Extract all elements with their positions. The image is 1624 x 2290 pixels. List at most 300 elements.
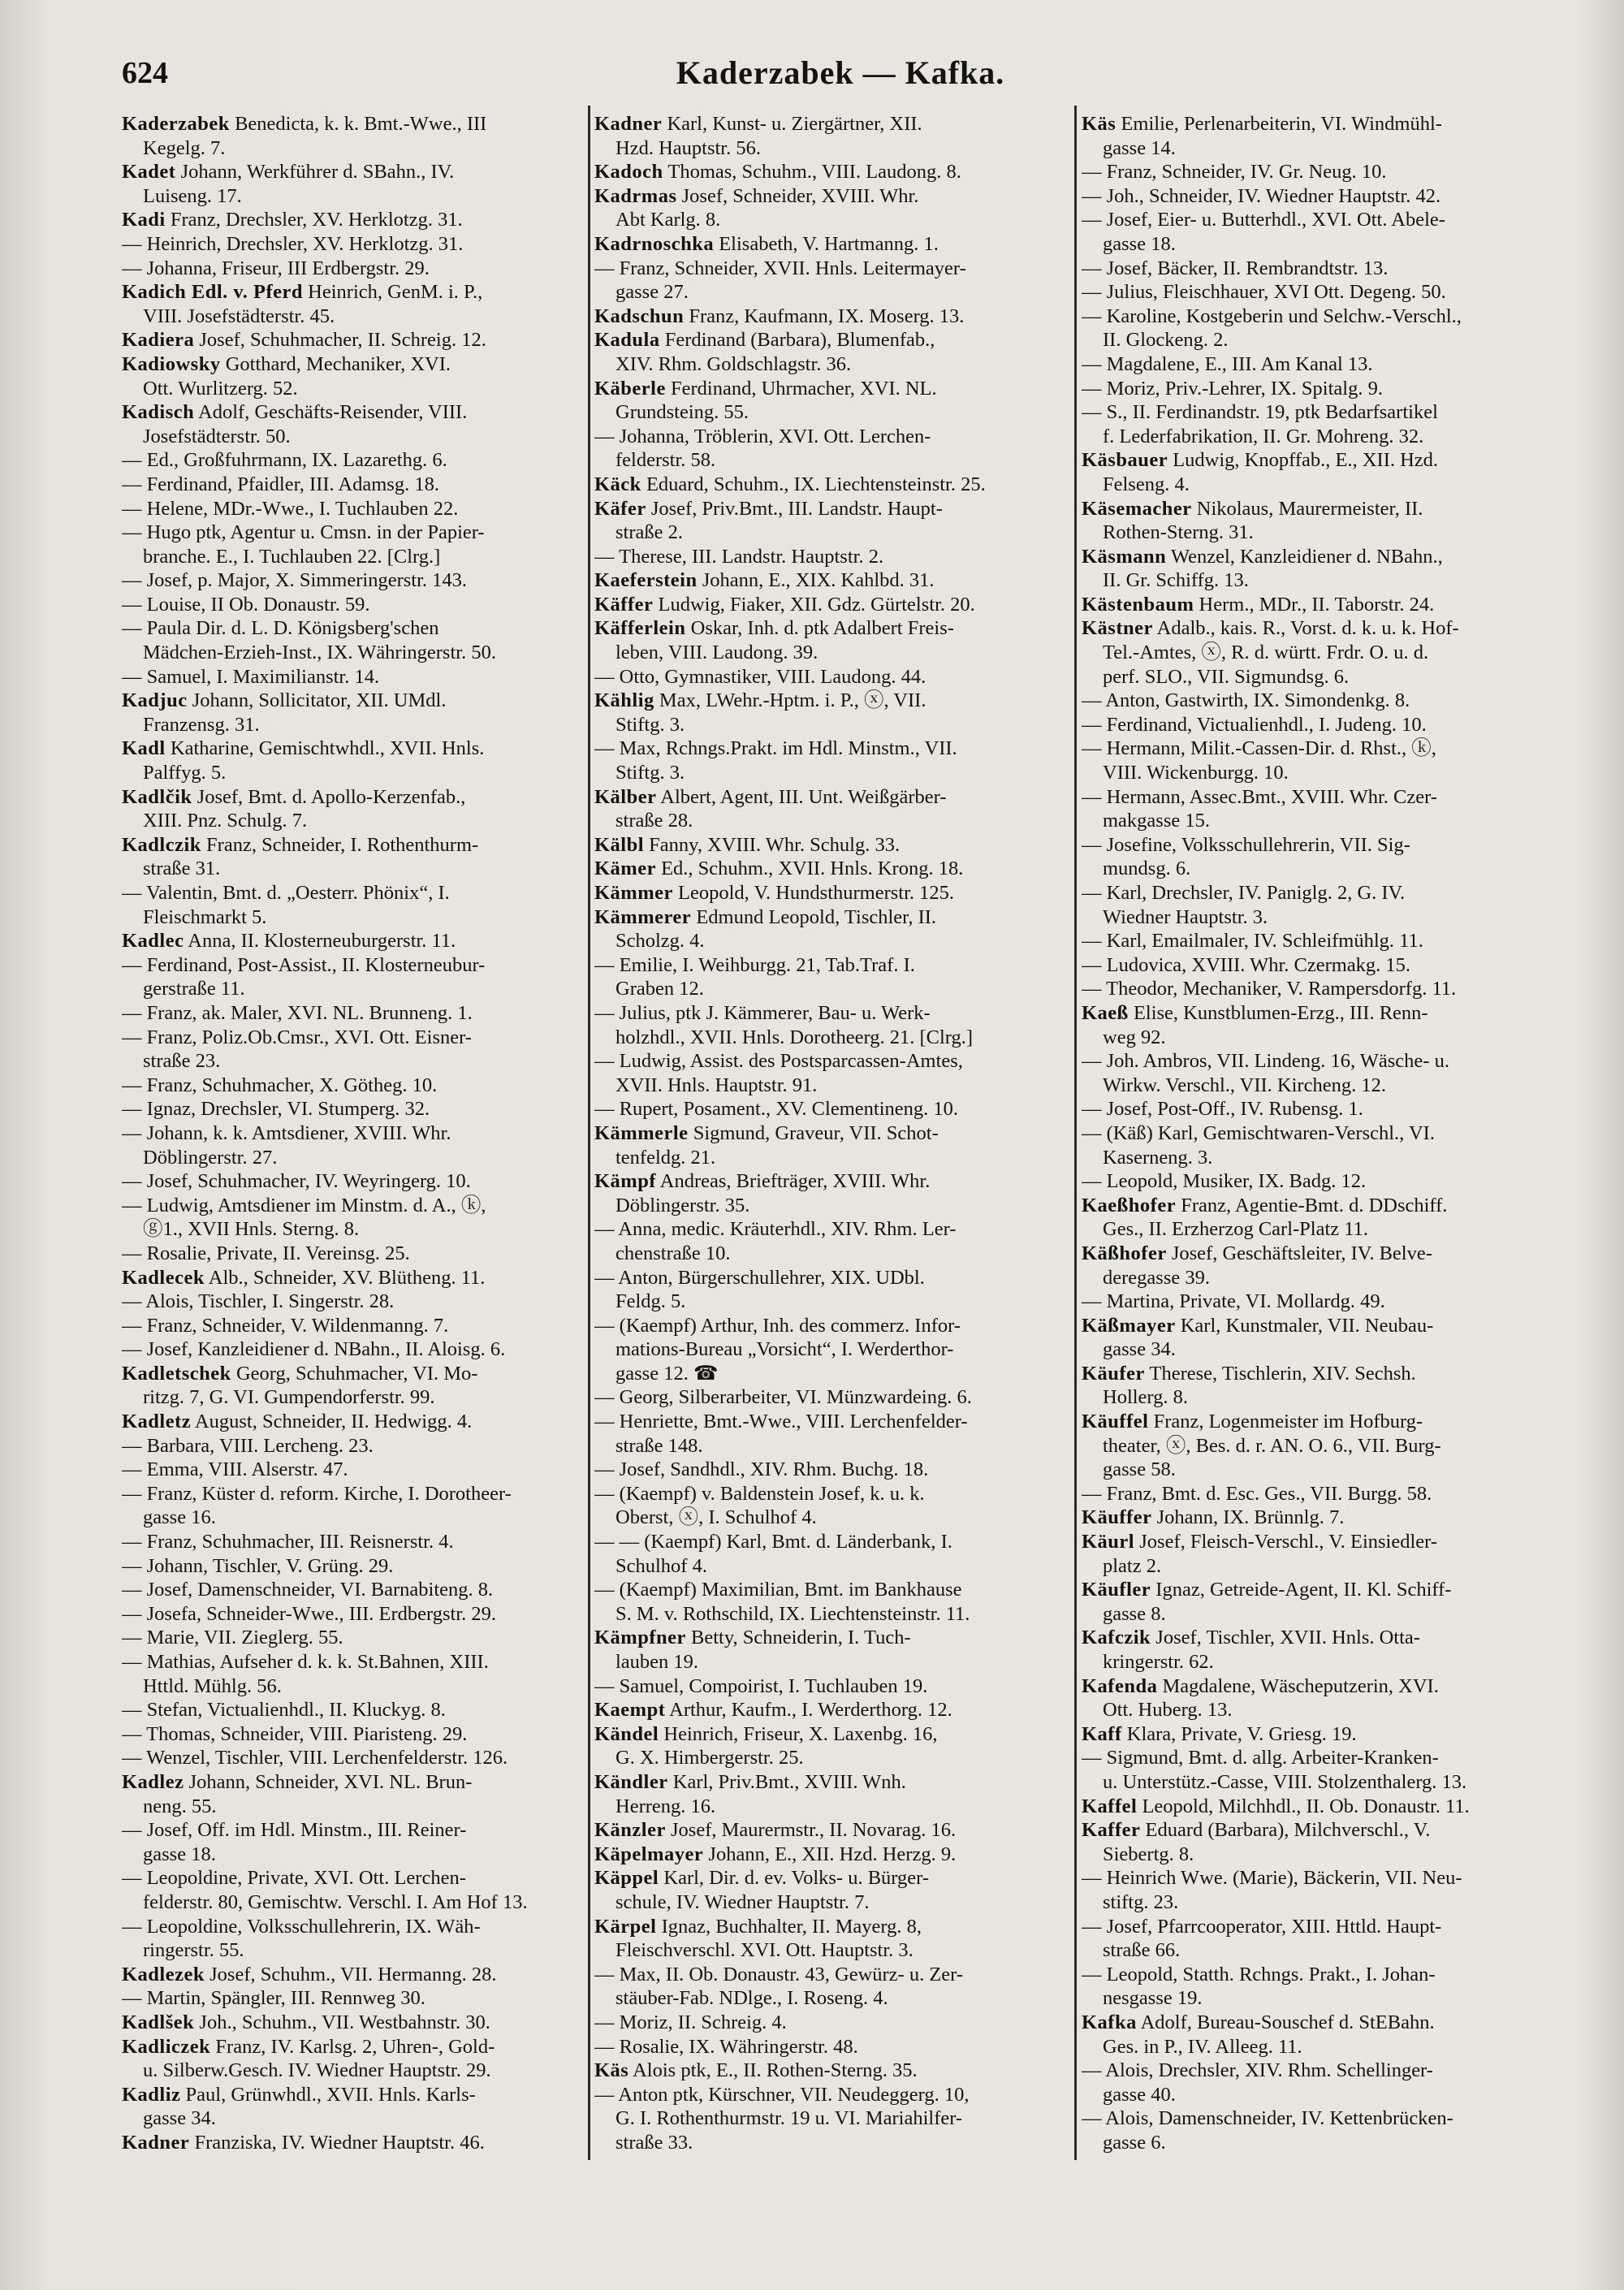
entry-line <box>1082 1770 1551 1795</box>
entry-text: — Theodor, Mechaniker, V. Rampersdorfg. 11. <box>1082 978 1457 1000</box>
entry-text: — Ferdinand, Post-Assist., II. Klosterneubur- <box>122 953 486 976</box>
entry-line <box>122 1602 591 1627</box>
entry-line <box>122 232 591 257</box>
entry-line <box>1082 665 1551 689</box>
entry-text: — Stefan, Victualienhdl., II. Kluckyg. 8. <box>122 1699 446 1722</box>
entry-text: gasse 16. <box>143 1506 216 1529</box>
entry-text: — Josef, Eier- u. Butterhdl., XVI. Ott. Abele- <box>1082 209 1445 231</box>
entry-text: Ferdinand, Uhrmacher, XVI. NL. <box>665 377 937 400</box>
entry-line <box>122 1074 591 1098</box>
entry-head-line <box>1082 1362 1551 1386</box>
entry-head-line <box>122 1963 591 1987</box>
entry-head-line <box>1082 593 1551 617</box>
entry-text: Wiedner Hauptstr. 3. <box>1103 905 1268 928</box>
entry-head-line <box>594 568 1064 593</box>
entry-line <box>122 545 591 569</box>
entry-text: — Johann, k. k. Amtsdiener, XVIII. Whr. <box>122 1121 451 1144</box>
entry-text: — Leopoldine, Private, XVI. Ott. Lerchen- <box>122 1867 466 1890</box>
surname: Kaeferstein <box>594 569 698 592</box>
entry-line <box>1082 328 1551 352</box>
entry-line <box>1082 280 1551 305</box>
entry-text: — Moriz, II. Schreig. 4. <box>594 2011 787 2033</box>
entry-text: — Wenzel, Tischler, VIII. Lerchenfelderstr. 126. <box>122 1747 508 1769</box>
entry-head-line <box>594 1169 1064 1194</box>
entry-line <box>1082 1843 1551 1867</box>
entry-head-line <box>122 112 591 136</box>
surname: Kälbl <box>594 833 645 856</box>
entry-text: — Franz, ak. Maler, XVI. NL. Brunneng. 1. <box>122 1001 473 1024</box>
entry-head-line <box>594 1698 1064 1722</box>
entry-text: mations-Bureau „Vorsicht“, I. Werderthor- <box>615 1338 954 1361</box>
surname: Kadliczek <box>122 2035 211 2058</box>
entry-line <box>122 1843 591 1867</box>
surname: Kaempt <box>594 1699 666 1722</box>
entry-line <box>594 2083 1064 2107</box>
entry-line <box>1082 929 1551 953</box>
entry-line <box>122 1650 591 1674</box>
entry-head-line <box>594 593 1064 617</box>
entry-text: Johann, Werkführer d. SBahn., IV. <box>175 161 455 184</box>
entry-head-line <box>122 2131 591 2155</box>
entry-head-line <box>1082 1410 1551 1434</box>
entry-line <box>122 641 591 665</box>
entry-text: branche. E., I. Tuchlauben 22. [Clrg.] <box>143 545 441 568</box>
surname: Kählig <box>594 689 654 712</box>
entry-line <box>1082 568 1551 593</box>
entry-text: — Thomas, Schneider, VIII. Piaristeng. 29. <box>122 1722 468 1745</box>
entry-text: ritzg. 7, G. VI. Gumpendorferstr. 99. <box>143 1386 435 1409</box>
entry-text: Herreng. 16. <box>615 1795 716 1817</box>
entry-text: Ott. Huberg. 13. <box>1103 1699 1233 1722</box>
entry-text: — Mathias, Aufseher d. k. k. St.Bahnen, XIII. <box>122 1651 489 1673</box>
entry-line <box>122 1938 591 1963</box>
entry-text: Palffyg. 5. <box>143 762 227 784</box>
entry-line <box>594 1242 1064 1266</box>
entry-head-line <box>594 616 1064 641</box>
entry-head-line <box>594 160 1064 184</box>
entry-text: Heinrich, GenM. i. P., <box>303 281 483 304</box>
entry-text: Luiseng. 17. <box>143 184 242 207</box>
entry-text: Emilie, Perlenarbeiterin, VI. Windmühl- <box>1116 113 1442 135</box>
entry-text: VIII. Wickenburgg. 10. <box>1103 762 1289 784</box>
entry-head-line <box>1082 1818 1551 1843</box>
entry-line <box>594 1554 1064 1579</box>
entry-text: Döblingerstr. 35. <box>615 1194 750 1216</box>
entry-text: stiftg. 23. <box>1103 1890 1179 1913</box>
surname: Käßhofer <box>1082 1242 1167 1264</box>
entry-head-line <box>1082 1194 1551 1218</box>
entry-line <box>1082 352 1551 377</box>
entry-text: gasse 58. <box>1103 1458 1176 1481</box>
entry-text: — Alois, Drechsler, XIV. Rhm. Schellinger- <box>1082 2059 1433 2082</box>
entry-text: — Samuel, Compoirist, I. Tuchlauben 19. <box>594 1674 928 1697</box>
entry-text: neng. 55. <box>143 1795 217 1817</box>
entry-line <box>1082 305 1551 329</box>
surname: Kadletz <box>122 1411 192 1433</box>
entry-text: — Emilie, I. Weihburgg. 21, Tab.Traf. I. <box>594 953 915 976</box>
entry-line <box>1082 833 1551 858</box>
entry-text: Ignaz, Getreide-Agent, II. Kl. Schiff- <box>1151 1579 1452 1601</box>
entry-line <box>122 1217 591 1242</box>
entry-text: Alb., Schneider, XV. Blütheng. 11. <box>205 1266 486 1289</box>
entry-text: — Josefine, Volksschullehrerin, VII. Sig- <box>1082 833 1410 856</box>
entry-line <box>1082 1434 1551 1458</box>
surname: Kadrmas <box>594 184 677 207</box>
entry-line <box>594 425 1064 449</box>
entry-text: — Max, II. Ob. Donaustr. 43, Gewürz- u. Zer- <box>594 1963 964 1985</box>
surname: Kaff <box>1082 1722 1122 1745</box>
entry-head-line <box>122 833 591 858</box>
entry-text: Josef, Fleisch-Verschl., V. Einsiedler- <box>1134 1531 1437 1553</box>
surname: Kadoch <box>594 161 663 184</box>
entry-head-line <box>1082 1242 1551 1266</box>
surname: Käurl <box>1082 1531 1135 1553</box>
entry-line <box>1082 1746 1551 1770</box>
entry-text: Katharine, Gemischtwhdl., XVII. Hnls. <box>165 737 485 760</box>
entry-text: stäuber-Fab. NDlge., I. Roseng. 4. <box>615 1987 888 2010</box>
entry-line <box>122 1506 591 1530</box>
entry-text: — Paula Dir. d. L. D. Königsberg'schen <box>122 617 439 640</box>
surname: Käpelmayer <box>594 1843 704 1865</box>
entry-text: — Josef, p. Major, X. Simmeringerstr. 143. <box>122 569 468 592</box>
entry-text: XVII. Hnls. Hauptstr. 91. <box>615 1074 818 1096</box>
surname: Kaeßhofer <box>1082 1194 1177 1216</box>
entry-line <box>122 1530 591 1554</box>
entry-text: Edmund Leopold, Tischler, II. <box>691 905 937 928</box>
entry-head-line <box>594 473 1064 497</box>
entry-text: — Johanna, Tröblerin, XVI. Ott. Lerchen- <box>594 425 931 447</box>
entry-line <box>122 1314 591 1338</box>
entry-text: — Sigmund, Bmt. d. allg. Arbeiter-Kranken- <box>1082 1747 1439 1769</box>
surname: Kadl <box>122 737 166 760</box>
entry-line <box>1082 2035 1551 2059</box>
entry-line <box>594 761 1064 785</box>
entry-line <box>1082 1385 1551 1410</box>
surname: Kämpfner <box>594 1627 686 1649</box>
entry-text: — Franz, Schuhmacher, III. Reisnerstr. 4. <box>122 1531 454 1553</box>
entry-line <box>594 1602 1064 1627</box>
entry-line <box>122 257 591 281</box>
entry-text: Johann, Schneider, XVI. NL. Brun- <box>184 1770 473 1793</box>
surname: Kämpf <box>594 1170 656 1193</box>
entry-line <box>1082 905 1551 930</box>
entry-head-line <box>1082 112 1551 136</box>
entry-head-line <box>122 1266 591 1290</box>
entry-line <box>594 1074 1064 1098</box>
entry-line <box>122 1001 591 1026</box>
entry-text: felderstr. 58. <box>615 449 716 472</box>
entry-text: Johann, IX. Brünnlg. 7. <box>1151 1506 1345 1529</box>
entry-text: — Barbara, VIII. Lercheng. 23. <box>122 1434 374 1457</box>
surname: Kadisch <box>122 401 195 424</box>
entry-line <box>594 257 1064 281</box>
entry-text: Albert, Agent, III. Unt. Weißgärber- <box>656 785 947 808</box>
entry-line <box>594 352 1064 377</box>
entry-text: — Anton, Gastwirth, IX. Simondenkg. 8. <box>1082 689 1410 712</box>
surname: Kändler <box>594 1770 668 1793</box>
entry-text: — Franz, Bmt. d. Esc. Ges., VII. Burgg. 58. <box>1082 1482 1432 1505</box>
entry-text: Alois ptk, E., II. Rothen-Sterng. 35. <box>628 2059 918 2082</box>
entry-head-line <box>594 377 1064 401</box>
entry-text: — Moriz, Priv.-Lehrer, IX. Spitalg. 9. <box>1082 377 1383 400</box>
entry-line <box>122 1385 591 1410</box>
entry-text: Leopold, Milchhdl., II. Ob. Donaustr. 11. <box>1137 1795 1470 1817</box>
surname: Kadschun <box>594 305 685 327</box>
running-title: Kaderzabek — Kafka. <box>676 54 1005 91</box>
entry-text: — (Kaempf) Arthur, Inh. des commerz. Infor- <box>594 1314 961 1337</box>
entry-line <box>594 1434 1064 1458</box>
entry-text: Hzd. Hauptstr. 56. <box>615 136 761 159</box>
entry-line <box>122 977 591 1001</box>
entry-text: — Joh. Ambros, VII. Lindeng. 16, Wäsche- u. <box>1082 1050 1449 1073</box>
entry-text: Betty, Schneiderin, I. Tuch- <box>685 1627 911 1649</box>
entry-head-line <box>1082 448 1551 473</box>
entry-text: — Ignaz, Drechsler, VI. Stumperg. 32. <box>122 1098 430 1121</box>
surname: Kästenbaum <box>1082 593 1194 616</box>
entry-text: — Leopoldine, Volksschullehrerin, IX. Wäh- <box>122 1915 481 1938</box>
entry-head-line <box>122 352 591 377</box>
entry-line <box>122 1026 591 1050</box>
entry-text: — Hermann, Assec.Bmt., XVIII. Whr. Czer- <box>1082 785 1437 808</box>
entry-line <box>122 1434 591 1458</box>
entry-line <box>1082 2059 1551 2083</box>
entry-line <box>122 1746 591 1770</box>
entry-text: — Valentin, Bmt. d. „Oesterr. Phönix“, I. <box>122 882 450 904</box>
entry-text: Ges., II. Erzherzog Carl-Platz 11. <box>1103 1218 1368 1241</box>
entry-line <box>122 568 591 593</box>
entry-text: Rothen-Sterng. 31. <box>1103 521 1254 544</box>
entry-head-line <box>594 2059 1064 2083</box>
entry-text: gasse 34. <box>1103 1338 1176 1361</box>
entry-text: — Anton, Bürgerschullehrer, XIX. UDbl. <box>594 1266 925 1289</box>
surname: Kadlezek <box>122 1963 205 1985</box>
entry-text: — (Kaempf) v. Baldenstein Josef, k. u. k. <box>594 1482 925 1505</box>
entry-text: Ott. Wurlitzerg. 52. <box>143 377 298 400</box>
entry-text: Ludwig, Knopffab., E., XII. Hzd. <box>1168 449 1439 472</box>
entry-line <box>122 1169 591 1194</box>
entry-text: Josef, Bmt. d. Apollo-Kerzenfab., <box>192 785 466 808</box>
surname: Kaffel <box>1082 1795 1138 1817</box>
surname: Kadner <box>594 113 663 135</box>
entry-head-line <box>122 1770 591 1795</box>
entry-text: Grundsteing. 55. <box>615 401 749 424</box>
entry-text: Tel.-Amtes, ⓧ, R. d. württ. Frdr. O. u. d. <box>1103 642 1429 664</box>
entry-head-line <box>1082 1578 1551 1602</box>
entry-line <box>594 1746 1064 1770</box>
entry-text: Stiftg. 3. <box>615 762 685 784</box>
entry-head-line <box>1082 545 1551 569</box>
entry-line <box>122 2106 591 2131</box>
entry-text: Georg, Schuhmacher, VI. Mo- <box>231 1362 478 1385</box>
surname: Kadiera <box>122 329 195 352</box>
surname: Kadi <box>122 209 166 231</box>
entry-line <box>122 473 591 497</box>
entry-line <box>122 713 591 737</box>
entry-text: Karl, Dir. d. ev. Volks- u. Bürger- <box>659 1867 929 1890</box>
entry-line <box>122 1121 591 1146</box>
entry-line <box>122 1337 591 1362</box>
entry-line <box>1082 1986 1551 2011</box>
entry-head-line <box>594 184 1064 209</box>
entry-text: — Josef, Bäcker, II. Rembrandtstr. 13. <box>1082 257 1389 279</box>
entry-head-line <box>594 1770 1064 1795</box>
entry-line <box>1082 1698 1551 1722</box>
surname: Kadletschek <box>122 1362 231 1385</box>
entry-line <box>122 1578 591 1602</box>
entry-line <box>594 136 1064 161</box>
entry-text: u. Silberw.Gesch. IV. Wiedner Hauptstr. 29. <box>143 2059 491 2082</box>
entry-line <box>594 1146 1064 1170</box>
entry-text: — Julius, Fleischhauer, XVI Ott. Degeng. 50. <box>1082 281 1446 304</box>
entry-line <box>594 2011 1064 2035</box>
entry-line <box>1082 1915 1551 1939</box>
entry-line <box>122 1194 591 1218</box>
entry-line <box>594 641 1064 665</box>
entry-line <box>122 1554 591 1579</box>
entry-text: gasse 14. <box>1103 136 1176 159</box>
entry-line <box>1082 1097 1551 1121</box>
entry-line <box>1082 1554 1551 1579</box>
surname: Kadjuc <box>122 689 188 712</box>
entry-head-line <box>594 1818 1064 1843</box>
entry-line <box>1082 521 1551 545</box>
entry-line <box>1082 977 1551 1001</box>
surname: Kadlczik <box>122 833 201 856</box>
entry-text: — Josefa, Schneider-Wwe., III. Erdbergstr. 29. <box>122 1602 497 1625</box>
entry-text: Elise, Kunstblumen-Erzg., III. Renn- <box>1128 1001 1428 1024</box>
surname: Kämmerer <box>594 905 692 928</box>
entry-line <box>1082 2131 1551 2155</box>
surname: Käfferlein <box>594 617 686 640</box>
entry-text: Karl, Priv.Bmt., XVIII. Wnh. <box>667 1770 906 1793</box>
entry-line <box>1082 1026 1551 1050</box>
entry-text: Siebertg. 8. <box>1103 1843 1194 1865</box>
entry-line <box>1082 1890 1551 1915</box>
entry-head-line <box>594 305 1064 329</box>
entry-head-line <box>1082 1626 1551 1650</box>
entry-text: XIII. Pnz. Schulg. 7. <box>143 810 308 832</box>
entry-head-line <box>1082 2011 1551 2035</box>
entry-line <box>122 1146 591 1170</box>
entry-line <box>594 2035 1064 2059</box>
entry-line <box>594 929 1064 953</box>
entry-text: Leopold, V. Hundsthurmerstr. 125. <box>672 882 955 904</box>
entry-line <box>1082 1963 1551 1987</box>
surname: Käufer <box>1082 1362 1145 1385</box>
entry-text: Andreas, Briefträger, XVIII. Whr. <box>656 1170 931 1193</box>
entry-line <box>122 1626 591 1650</box>
entry-line <box>1082 1938 1551 1963</box>
entry-text: — Hermann, Milit.-Cassen-Dir. d. Rhst., ⓚ, <box>1082 737 1436 760</box>
entry-text: leben, VIII. Laudong. 39. <box>615 642 818 664</box>
entry-text: G. X. Himbergerstr. 25. <box>615 1747 804 1769</box>
entry-text: Josef, Priv.Bmt., III. Landstr. Haupt- <box>646 497 943 520</box>
surname: Kadlšek <box>122 2011 195 2033</box>
entry-text: Eduard (Barbara), Milchverschl., V. <box>1140 1819 1431 1842</box>
entry-line <box>1082 136 1551 161</box>
entry-text: u. Unterstütz.-Casse, VIII. Stolzenthalerg. 13. <box>1103 1770 1467 1793</box>
entry-line <box>122 905 591 930</box>
entry-line <box>594 400 1064 425</box>
entry-line <box>1082 160 1551 184</box>
entry-line <box>1082 473 1551 497</box>
entry-text: holzhdl., XVII. Hnls. Dorotheerg. 21. [Clrg.] <box>615 1026 974 1048</box>
entry-line <box>1082 400 1551 425</box>
entry-line <box>122 1458 591 1482</box>
entry-line <box>594 1026 1064 1050</box>
entry-text: — Alois, Damenschneider, IV. Kettenbrücken- <box>1082 2107 1453 2130</box>
surname: Käs <box>1082 113 1116 135</box>
entry-head-line <box>1082 1001 1551 1026</box>
entry-text: Franziska, IV. Wiedner Hauptstr. 46. <box>189 2131 485 2154</box>
entry-line <box>594 809 1064 833</box>
entry-text: gasse 8. <box>1103 1602 1166 1625</box>
entry-head-line <box>594 689 1064 713</box>
entry-line <box>122 1482 591 1506</box>
entry-line <box>1082 785 1551 810</box>
entry-line <box>1082 1866 1551 1890</box>
entry-text: — Max, Rchngs.Prakt. im Hdl. Minstm., VII. <box>594 737 957 760</box>
entry-line <box>122 953 591 978</box>
entry-text: chenstraße 10. <box>615 1242 731 1264</box>
entry-text: II. Glockeng. 2. <box>1103 329 1229 352</box>
entry-head-line <box>594 1843 1064 1867</box>
entry-text: Herm., MDr., II. Taborstr. 24. <box>1194 593 1435 616</box>
entry-line <box>594 2106 1064 2131</box>
entry-text: — Leopold, Statth. Rchngs. Prakt., I. Johan- <box>1082 1963 1436 1985</box>
entry-line <box>594 1795 1064 1819</box>
entry-head-line <box>1082 1506 1551 1530</box>
entry-text: Franzensg. 31. <box>143 713 260 736</box>
entry-line <box>122 136 591 161</box>
entry-text: straße 2. <box>615 521 683 544</box>
entry-text: schule, IV. Wiedner Hauptstr. 7. <box>615 1890 870 1913</box>
surname: Kälber <box>594 785 657 808</box>
entry-text: — Martin, Spängler, III. Rennweg 30. <box>122 1987 425 2010</box>
column-divider <box>1074 106 1077 2160</box>
entry-text: Josef, Schuhmacher, II. Schreig. 12. <box>194 329 486 352</box>
entry-text: — Josef, Pfarrcooperator, XIII. Httld. Haupt- <box>1082 1915 1442 1938</box>
surname: Kaffer <box>1082 1819 1141 1842</box>
entry-line <box>594 1337 1064 1362</box>
entry-text: — Franz, Schuhmacher, X. Götheg. 10. <box>122 1074 438 1096</box>
surname: Kadiowsky <box>122 352 221 375</box>
entry-text: Fanny, XVIII. Whr. Schulg. 33. <box>644 833 901 856</box>
entry-head-line <box>122 280 591 305</box>
entry-text: — Josef, Kanzleidiener d. NBahn., II. Aloisg. 6. <box>122 1338 506 1361</box>
entry-line <box>1082 809 1551 833</box>
entry-text: Adolf, Bureau-Souschef d. StEBahn. <box>1136 2011 1435 2033</box>
entry-text: Kegelg. 7. <box>143 136 226 159</box>
entry-text: Josef, Maurermstr., II. Novarag. 16. <box>665 1819 957 1842</box>
entry-head-line <box>122 400 591 425</box>
entry-head-line <box>122 328 591 352</box>
column-3 <box>1082 112 1551 2154</box>
entry-head-line <box>122 208 591 232</box>
entry-line <box>594 1963 1064 1987</box>
surname: Kästner <box>1082 617 1153 640</box>
entry-line <box>1082 1049 1551 1074</box>
entry-text: Johann, E., XIX. Kahlbd. 31. <box>697 569 935 592</box>
entry-text: — Karl, Emailmaler, IV. Schleifmühlg. 11. <box>1082 930 1423 953</box>
entry-text: G. I. Rothenthurmstr. 19 u. VI. Mariahilfer- <box>615 2107 963 2130</box>
entry-text: Elisabeth, V. Hartmanng. 1. <box>714 232 939 255</box>
entry-text: Feldg. 5. <box>615 1290 686 1313</box>
entry-text: — Heinrich, Drechsler, XV. Herklotzg. 31. <box>122 232 464 255</box>
entry-head-line <box>594 881 1064 905</box>
entry-text: straße 23. <box>143 1050 221 1073</box>
entry-text: — Franz, Küster d. reform. Kirche, I. Dorotheer- <box>122 1482 512 1505</box>
